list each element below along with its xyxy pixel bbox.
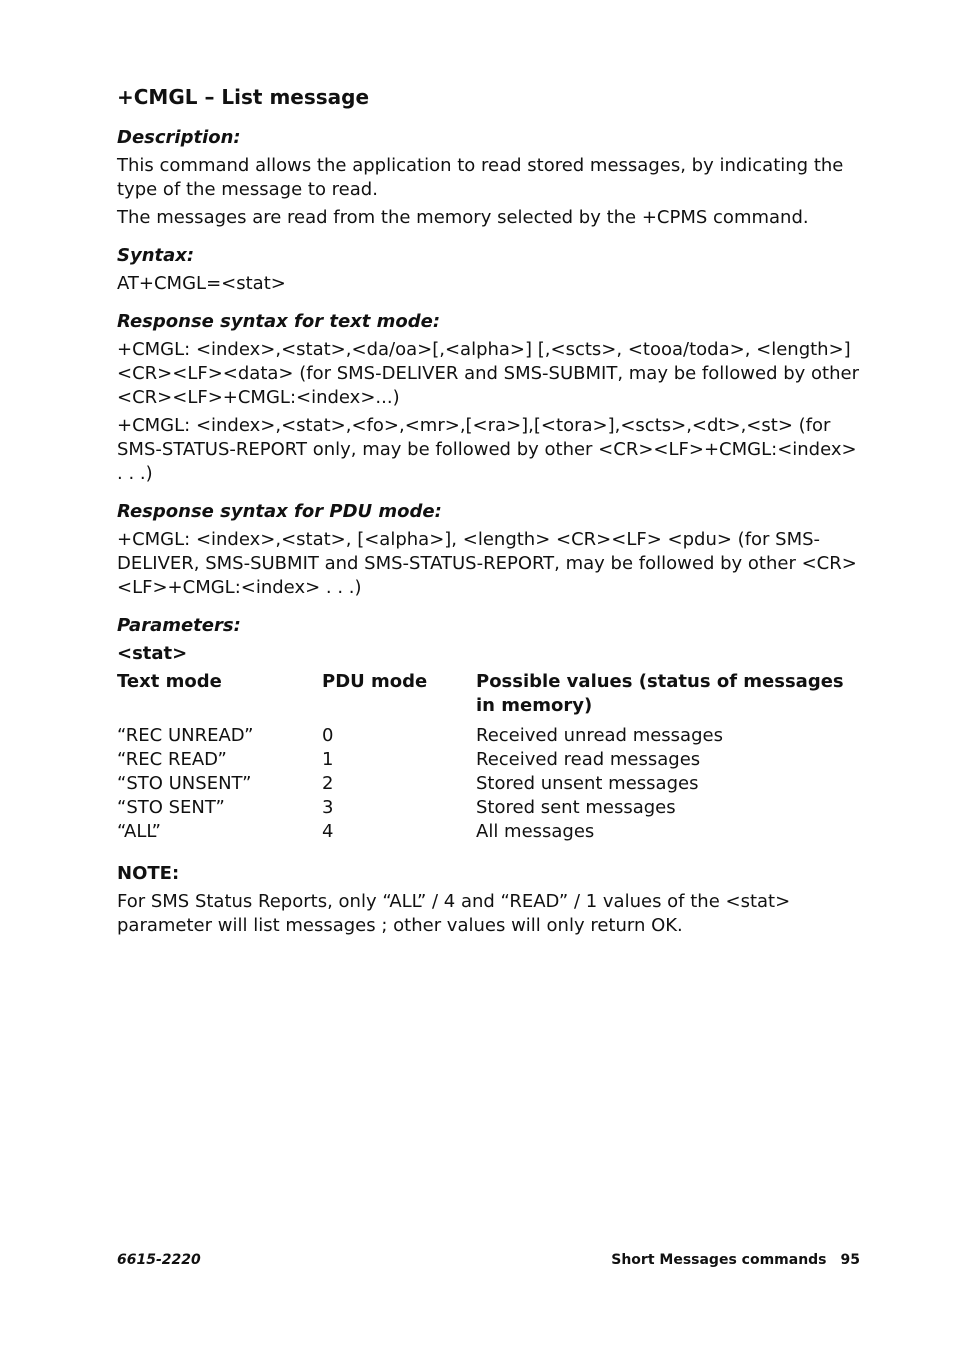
cell-text-mode: “STO SENT” xyxy=(117,797,225,818)
column-header-pdu-mode: PDU mode xyxy=(322,671,428,692)
cell-text-mode: “STO UNSENT” xyxy=(117,773,252,794)
syntax-text: AT+CMGL=<stat> xyxy=(117,273,286,294)
response-pdu-heading: Response syntax for PDU mode: xyxy=(117,501,442,522)
page-title: +CMGL – List message xyxy=(117,85,370,109)
cell-pdu-mode: 0 xyxy=(322,725,334,746)
response-text-paragraph: +CMGL: <index>,<stat>,<fo>,<mr>,[<ra>],[<tora>],<scts>,<dt>,<st> (for SMS-STATUS-REPORT only, may be followed by other <CR><LF>+CMGL:<index> . . .) xyxy=(117,415,857,484)
response-text-paragraph: +CMGL: <index>,<stat>,<da/oa>[,<alpha>] [,<scts>, <tooa/toda>, <length>] <CR><LF><data> (for SMS-DELIVER and SMS-SUBMIT, may be followed by other <CR><LF>+CMGL:<index>...) xyxy=(117,339,859,408)
cell-description: All messages xyxy=(476,821,595,842)
table-row xyxy=(117,724,862,748)
table-row xyxy=(117,772,862,796)
table-row xyxy=(117,796,862,820)
parameters-heading: Parameters: xyxy=(117,615,241,636)
cell-pdu-mode: 1 xyxy=(322,749,334,770)
response-text-heading: Response syntax for text mode: xyxy=(117,311,441,332)
note-heading: NOTE: xyxy=(117,863,180,884)
footer-page-number: 95 xyxy=(840,1252,860,1268)
cell-text-mode: “ALL” xyxy=(117,821,161,842)
cell-text-mode: “REC READ” xyxy=(117,749,227,770)
cell-pdu-mode: 3 xyxy=(322,797,334,818)
description-paragraph: This command allows the application to read stored messages, by indicating the type of the message to read. xyxy=(117,155,844,200)
cell-description: Received read messages xyxy=(476,749,701,770)
cell-description: Received unread messages xyxy=(476,725,723,746)
column-header-possible-values: Possible values (status of messages in memory) xyxy=(476,671,844,716)
footer-section-title: Short Messages commands xyxy=(611,1252,827,1268)
cell-description: Stored unsent messages xyxy=(476,773,699,794)
footer-doc-number: 6615-2220 xyxy=(117,1252,201,1268)
table-row xyxy=(117,748,862,772)
table-row xyxy=(117,820,862,844)
table-header-row xyxy=(117,670,862,724)
footer-right xyxy=(611,1250,860,1270)
cell-pdu-mode: 2 xyxy=(322,773,334,794)
cell-pdu-mode: 4 xyxy=(322,821,334,842)
syntax-heading: Syntax: xyxy=(117,245,195,266)
stat-values-table xyxy=(117,670,862,844)
cell-text-mode: “REC UNREAD” xyxy=(117,725,254,746)
response-pdu-text: +CMGL: <index>,<stat>, [<alpha>], <length> <CR><LF> <pdu> (for SMS-DELIVER, SMS-SUBMIT and SMS-STATUS-REPORT, may be followed by other <CR><LF>+CMGL:<index> . . .) xyxy=(117,529,857,598)
note-text: For SMS Status Reports, only “ALL” / 4 and “READ” / 1 values of the <stat> parameter will list messages ; other values will only return OK. xyxy=(117,891,791,936)
description-paragraph: The messages are read from the memory selected by the +CPMS command. xyxy=(117,207,809,228)
page-content xyxy=(117,84,862,942)
column-header-text-mode: Text mode xyxy=(117,671,222,692)
stat-parameter-label: <stat> xyxy=(117,643,188,664)
description-heading: Description: xyxy=(117,127,241,148)
cell-description: Stored sent messages xyxy=(476,797,676,818)
